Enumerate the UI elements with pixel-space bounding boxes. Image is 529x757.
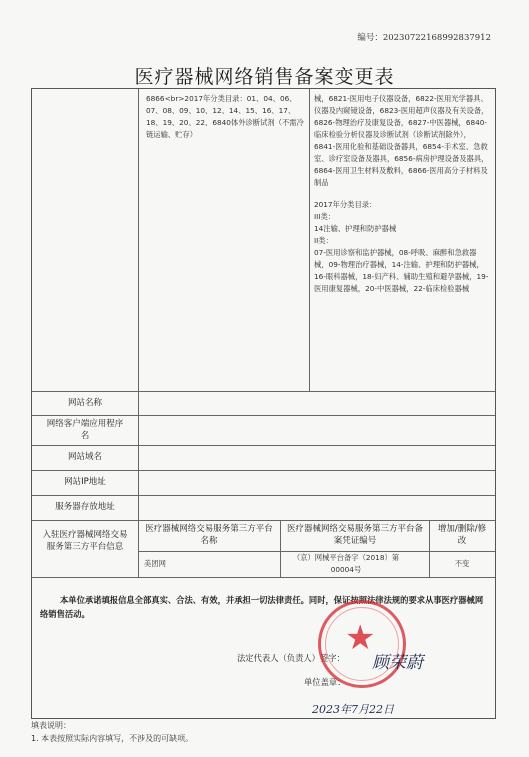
platform-name-value: 美团网	[144, 559, 166, 568]
legal-rep-label: 法定代表人（负责人）签字：	[237, 653, 345, 663]
third-party-label: 入驻医疗器械网络交易服务第三方平台信息	[42, 530, 128, 552]
signature-date: 2023年7月22日	[312, 703, 394, 716]
platform-name-header: 医疗器械网络交易服务第三方平台名称	[145, 524, 273, 546]
change-type-value: 不变	[454, 559, 470, 568]
page-title: 医疗器械网络销售备案变更表	[134, 66, 395, 88]
document-number: 编号：20230722168992837912	[357, 33, 491, 43]
change-type-header: 增加/删除/修改	[437, 524, 487, 546]
pledge-statement: 本单位承诺填报信息全部真实、合法、有效，并承担一切法律责任。同时，保证按照法律法规的要求从事医疗器械网络销售活动。	[40, 595, 484, 619]
website-ip-label: 网站IP地址	[64, 477, 106, 487]
category-list-left: 6866<br>2017年分类目录：01、04、06、07、08、09、10、12、14、15、16、17、18、19、20、22、6840体外诊断试剂（不需冷链运输、贮存）	[146, 94, 304, 139]
website-name-label: 网站名称	[67, 398, 102, 408]
category-list-right	[314, 93, 490, 295]
category-right-class3: 14注输、护理和防护器械	[314, 224, 397, 233]
fill-note-title: 填表说明：	[31, 721, 71, 730]
company-seal: ★	[318, 600, 406, 688]
server-address-label: 服务器存放地址	[55, 502, 115, 512]
signature-handwritten: 顾荣蔚	[372, 653, 423, 673]
seal-label: 单位盖章：	[304, 677, 346, 687]
platform-cert-value: （京）网械平台备字（2018）第00004号	[292, 553, 400, 574]
fill-note-1: 1. 本表按照实际内容填写，不涉及的可缺项。	[31, 734, 194, 743]
category-right-class2-title: II类：	[314, 236, 333, 245]
category-right-class3-title: III类：	[314, 212, 336, 221]
website-domain-label: 网站域名	[67, 452, 102, 462]
platform-cert-header: 医疗器械网络交易服务第三方平台备案凭证编号	[286, 524, 423, 546]
client-app-name-label: 网络客户端应用程序名	[46, 419, 124, 441]
category-right-class2: 07-医用诊察和监护器械，08-呼吸、麻醉和急救器械，09-物理治疗器械，14-注输、护理和防护器械，16-眼科器械，18-妇产科、辅助生殖和避孕器械，19-医用康复器械，20-中医器械，22-临床检验器械	[314, 248, 489, 293]
form-table	[31, 88, 496, 719]
category-right-2017-title: 2017年分类目录：	[314, 200, 377, 209]
category-right-2002: 械，6821-医用电子仪器设备，6822-医用光学器具、仪器及内窥镜设备，6823-医用超声仪器及有关设备，6826-物理治疗及康复设备，6827-中医器械，6840-临床检验分析仪器及诊断试剂（诊断试剂除外），6841-医用化验和基础设备器具，6854-手术室、急救室、诊疗室设备及器具，6856-病房护理设备及器具，6864-医用卫生材料及敷料，6866-医用高分子材料及制品	[314, 94, 489, 187]
